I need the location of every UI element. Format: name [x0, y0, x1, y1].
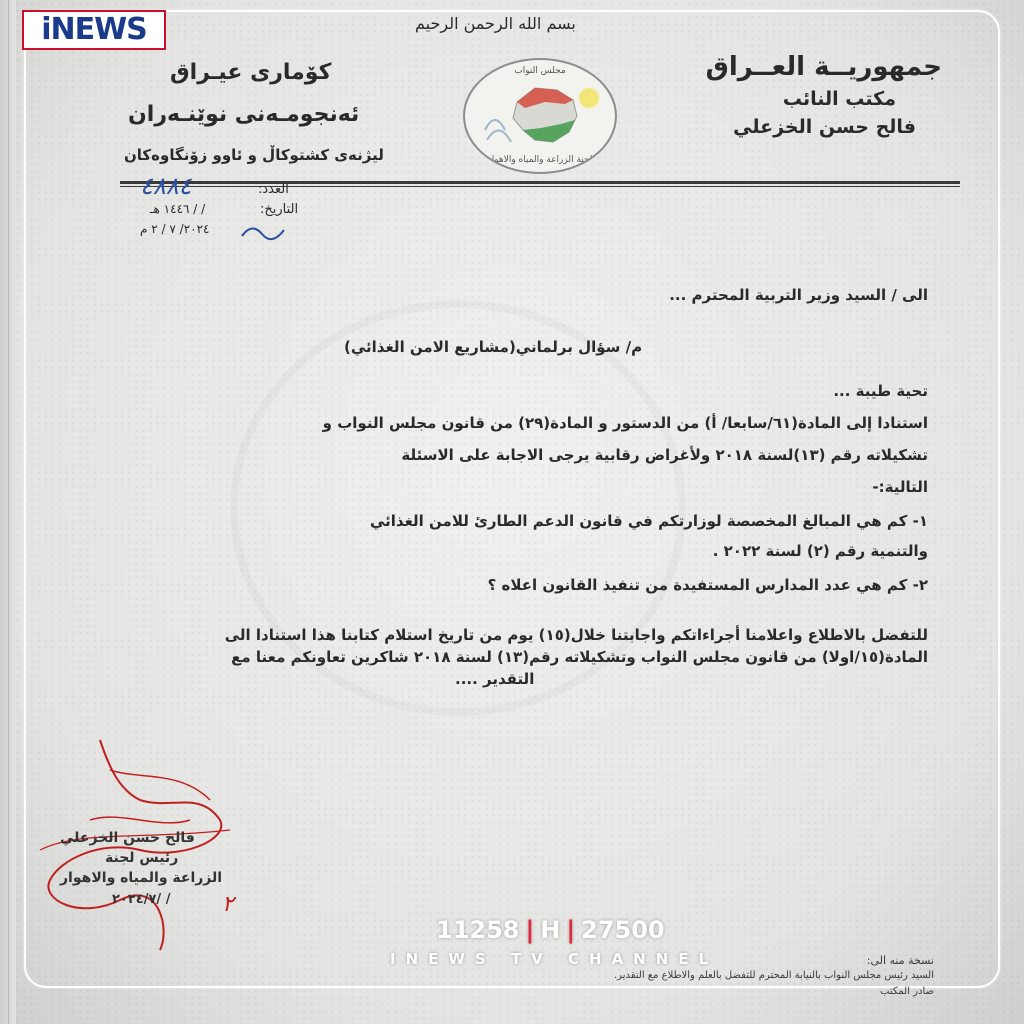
- header-country-ar: جمهوريــة العــراق: [705, 52, 942, 82]
- seal-top-text: مجلس النواب: [514, 66, 566, 76]
- header-divider: [120, 181, 960, 184]
- hijri-date: / / ١٤٤٦ هـ: [150, 202, 206, 216]
- subject-line: م/ سؤال برلماني(مشاريع الامن الغذائي): [344, 338, 643, 356]
- inews-logo-text: iNEWS: [41, 12, 147, 47]
- seal-bottom-text: لجنة الزراعة والمياه والاهوار: [487, 155, 593, 165]
- intro-line-1: استنادا إلى المادة(٦١/سابعا/ أ) من الدستور و المادة(٢٩) من قانون مجلس النواب و: [322, 414, 928, 432]
- counter-right: 27500: [581, 916, 665, 944]
- header-divider-thin: [120, 186, 960, 187]
- signature-handwritten-day: ٢: [222, 892, 234, 917]
- date-label: التاريخ:: [260, 202, 299, 217]
- channel-name: INEWS TV CHANNEL: [390, 950, 719, 968]
- parliament-seal: [463, 58, 617, 174]
- number-label: العدد:: [258, 182, 289, 197]
- number-value: ٤٨٨٤: [140, 172, 192, 200]
- header-parliament-ku: ئەنجومـەنى نوێنـەران: [128, 102, 360, 127]
- inews-logo: [22, 10, 166, 50]
- closing-line-3: التقدير ....: [455, 670, 535, 688]
- closing-line-1: للتفضل بالاطلاع واعلامنا أجراءاتكم واجابتنا خلال(١٥) يوم من تاريخ استلام كتابنا هذا استنادا الى: [224, 626, 928, 644]
- header-office: مكتب النائب: [782, 88, 896, 110]
- question-2: ٢- كم هي عدد المدارس المستفيدة من تنفيذ القانون اعلاه ؟: [487, 576, 928, 594]
- intro-line-2: تشكيلاته رقم (١٣)لسنة ٢٠١٨ ولأغراض رقابية يرجى الاجابة على الاسئلة: [401, 446, 928, 464]
- closing-line-2: المادة(١٥/اولا) من قانون مجلس النواب وتشكيلاته رقم(١٣) لسنة ٢٠١٨ شاكرين تعاونكم معنا مع: [231, 648, 928, 666]
- basmala: بسم الله الرحمن الرحيم: [415, 14, 576, 33]
- signature-title: رئيس لجنة: [105, 850, 179, 866]
- paper-edge-line: [8, 0, 9, 1024]
- recipient-line: الى / السيد وزير التربية المحترم ...: [669, 286, 928, 304]
- signature-name: فالح حسن الخزعلي: [60, 830, 195, 846]
- signature-committee: الزراعة والمياه والاهوار: [60, 870, 223, 886]
- header-mp-name: فالح حسن الخزعلي: [733, 116, 916, 138]
- signature-date: ٢٠٢٤/٧/ /: [112, 892, 171, 907]
- video-counter: [436, 916, 665, 944]
- gregorian-date: ٢٠٢٤/ ٧ / ٢ م: [140, 222, 210, 236]
- counter-separator: |: [566, 916, 576, 944]
- header-committee-ku: ليژنەى كشتوكاڵ و ئاوو زۆنگاوەكان: [124, 146, 384, 164]
- question-1-line-1: ١- كم هي المبالغ المخصصة لوزارتكم في قانون الدعم الطارئ للامن الغذائي: [369, 512, 928, 530]
- counter-mid: H: [540, 916, 561, 944]
- copies-line-1: السيد رئيس مجلس النواب بالنيابة المحترم للتفضل بالعلم والاطلاع مع التقدير.: [614, 970, 934, 981]
- question-1-line-2: والتنمية رقم (٢) لسنة ٢٠٢٢ .: [712, 542, 928, 560]
- date-scribble-icon: [236, 216, 296, 246]
- counter-left: 11258: [436, 916, 520, 944]
- intro-line-3: التالية:-: [872, 478, 928, 496]
- copies-line-2: صادر المكتب: [880, 986, 934, 997]
- copies-heading: نسخة منه الى:: [866, 954, 934, 967]
- greeting-line: تحية طيبة ...: [833, 382, 928, 400]
- header-country-ku: كۆمارى عيـراق: [170, 60, 332, 85]
- counter-separator: |: [525, 916, 535, 944]
